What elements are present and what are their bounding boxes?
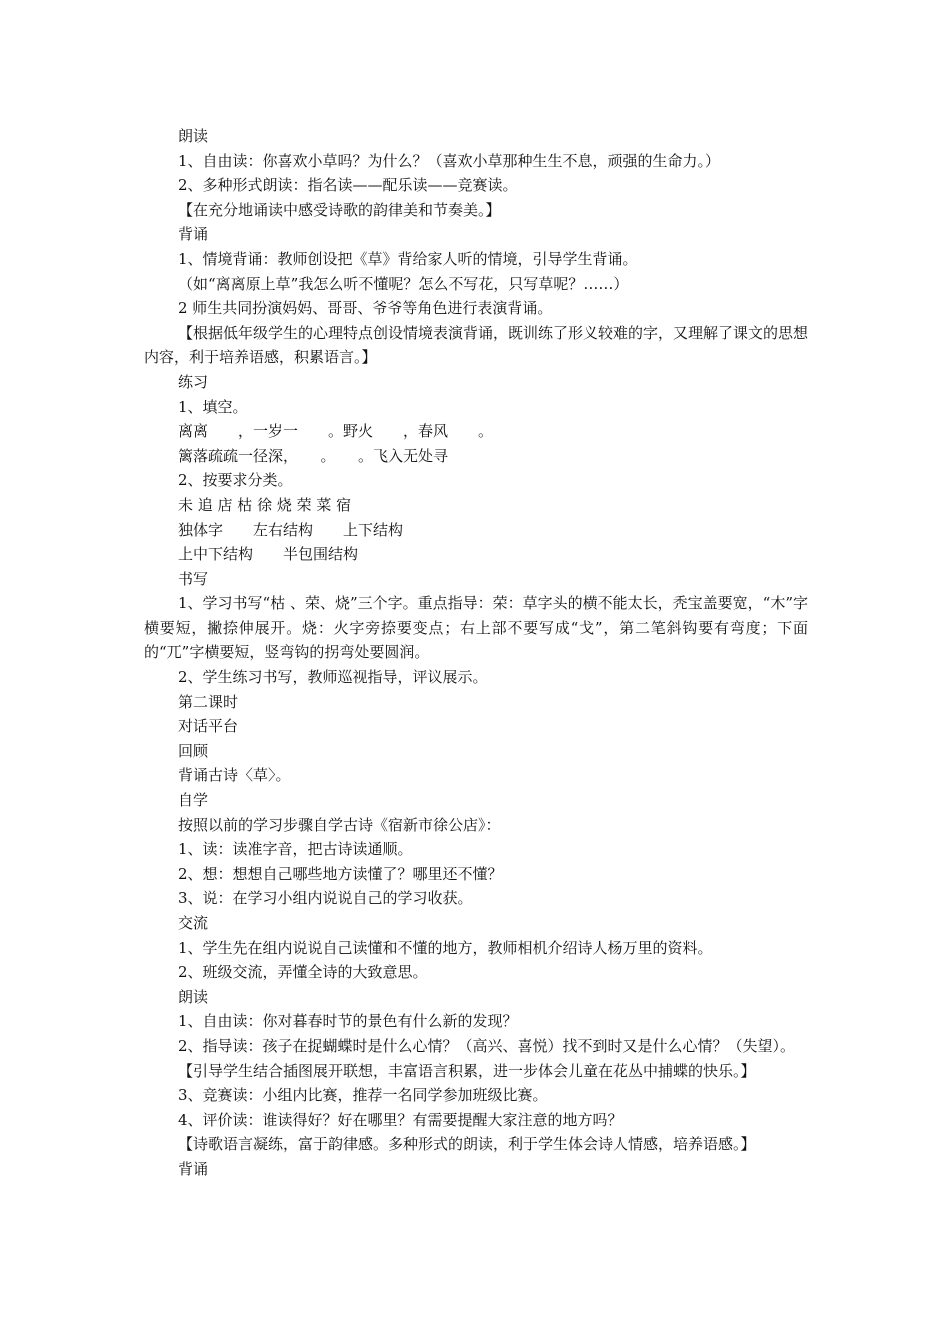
document-page (144, 124, 808, 1182)
section-heading: 背诵 (178, 225, 209, 244)
category-list: 独体字 左右结构 上下结构 (178, 520, 404, 539)
category-list: 上中下结构 半包围结构 (178, 545, 359, 564)
section-heading: 朗读 (178, 127, 209, 145)
section-heading: 背诵 (178, 1159, 209, 1178)
section-heading: 对话平台 (178, 717, 239, 736)
paragraph: 1、情境背诵：教师创设把《草》背给家人听的情境，引导学生背诵。 (178, 249, 638, 268)
fill-blank-line: 离离 ，一岁一 。野火 ，春风 。 (178, 422, 494, 441)
character-list: 未 追 店 枯 徐 烧 荣 菜 宿 (178, 495, 352, 514)
section-heading: 练习 (178, 372, 209, 391)
fill-blank-line: 篱落疏疏一径深， 。 。飞入无处寻 (178, 446, 449, 465)
paragraph: 1、自由读：你喜欢小草吗？为什么？（喜欢小草那种生生不息，顽强的生命力。） (178, 151, 721, 170)
paragraph: 3、竞赛读：小组内比赛，推荐一名同学参加班级比赛。 (178, 1086, 548, 1105)
paragraph: 背诵古诗〈草〉。 (178, 766, 291, 785)
paragraph: 2、想：想想自己哪些地方读懂了？哪里还不懂？ (178, 864, 503, 883)
annotation-note: 【根据低年级学生的心理特点创设情境表演背诵，既训练了形义较难的字，又理解了课文的思想内容，利于培养语感，积累语言。】 (144, 323, 809, 367)
paragraph: 3、说：在学习小组内说说自己的学习收获。 (178, 889, 473, 908)
paragraph: 1、学生先在组内说说自己读懂和不懂的地方，教师相机介绍诗人杨万里的资料。 (178, 938, 713, 957)
paragraph: 2、班级交流，弄懂全诗的大致意思。 (178, 963, 428, 982)
section-heading: 朗读 (178, 987, 209, 1006)
annotation-note: 【诗歌语言凝练，富于韵律感。多种形式的朗读，利于学生体会诗人情感，培养语感。】 (178, 1135, 756, 1154)
paragraph: 1、读：读准字音，把古诗读通顺。 (178, 840, 413, 859)
section-heading: 交流 (178, 914, 209, 932)
section-heading: 自学 (178, 791, 209, 810)
paragraph: 1、填空。 (178, 397, 248, 416)
annotation-note: 【在充分地诵读中感受诗歌的韵律美和节奏美。】 (178, 200, 501, 219)
paragraph: 2、学生练习书写，教师巡视指导，评议展示。 (178, 668, 488, 687)
section-heading: 回顾 (178, 741, 209, 760)
annotation-note: 【引导学生结合插图展开联想，丰富语言积累，进一步体会儿童在花丛中捕蝶的快乐。】 (178, 1061, 756, 1080)
paragraph: 1、自由读：你对暮春时节的景色有什么新的发现？ (178, 1012, 518, 1031)
paragraph: 2、按要求分类。 (178, 471, 293, 490)
paragraph: 1、学习书写“枯 、荣、烧”三个字。重点指导：荣：草字头的横不能太长，秃宝盖要宽，“木”字横要短，撇捺伸展开。烧：火字旁捺要变点；右上部不要写成“戈”，第二笔斜钩要有弯度；下面的“兀”字横要短，竖弯钩的拐弯处要圆润。 (144, 594, 808, 662)
paragraph: 2 师生共同扮演妈妈、哥哥、爷爷等角色进行表演背诵。 (178, 299, 553, 318)
paragraph: 按照以前的学习步骤自学古诗《宿新市徐公店》： (178, 815, 501, 834)
paragraph: 2、指导读：孩子在捉蝴蝶时是什么心情？（高兴、喜悦）找不到时又是什么心情？（失望）。 (178, 1036, 796, 1055)
section-heading: 书写 (178, 569, 209, 588)
paragraph: （如“离离原上草”我怎么听不懂呢？怎么不写花，只写草呢？……） (178, 274, 629, 293)
section-heading: 第二课时 (178, 692, 239, 711)
paragraph: 2、多种形式朗读：指名读——配乐读——竞赛读。 (178, 176, 518, 195)
paragraph: 4、评价读：谁读得好？好在哪里？有需要提醒大家注意的地方吗？ (178, 1110, 623, 1129)
